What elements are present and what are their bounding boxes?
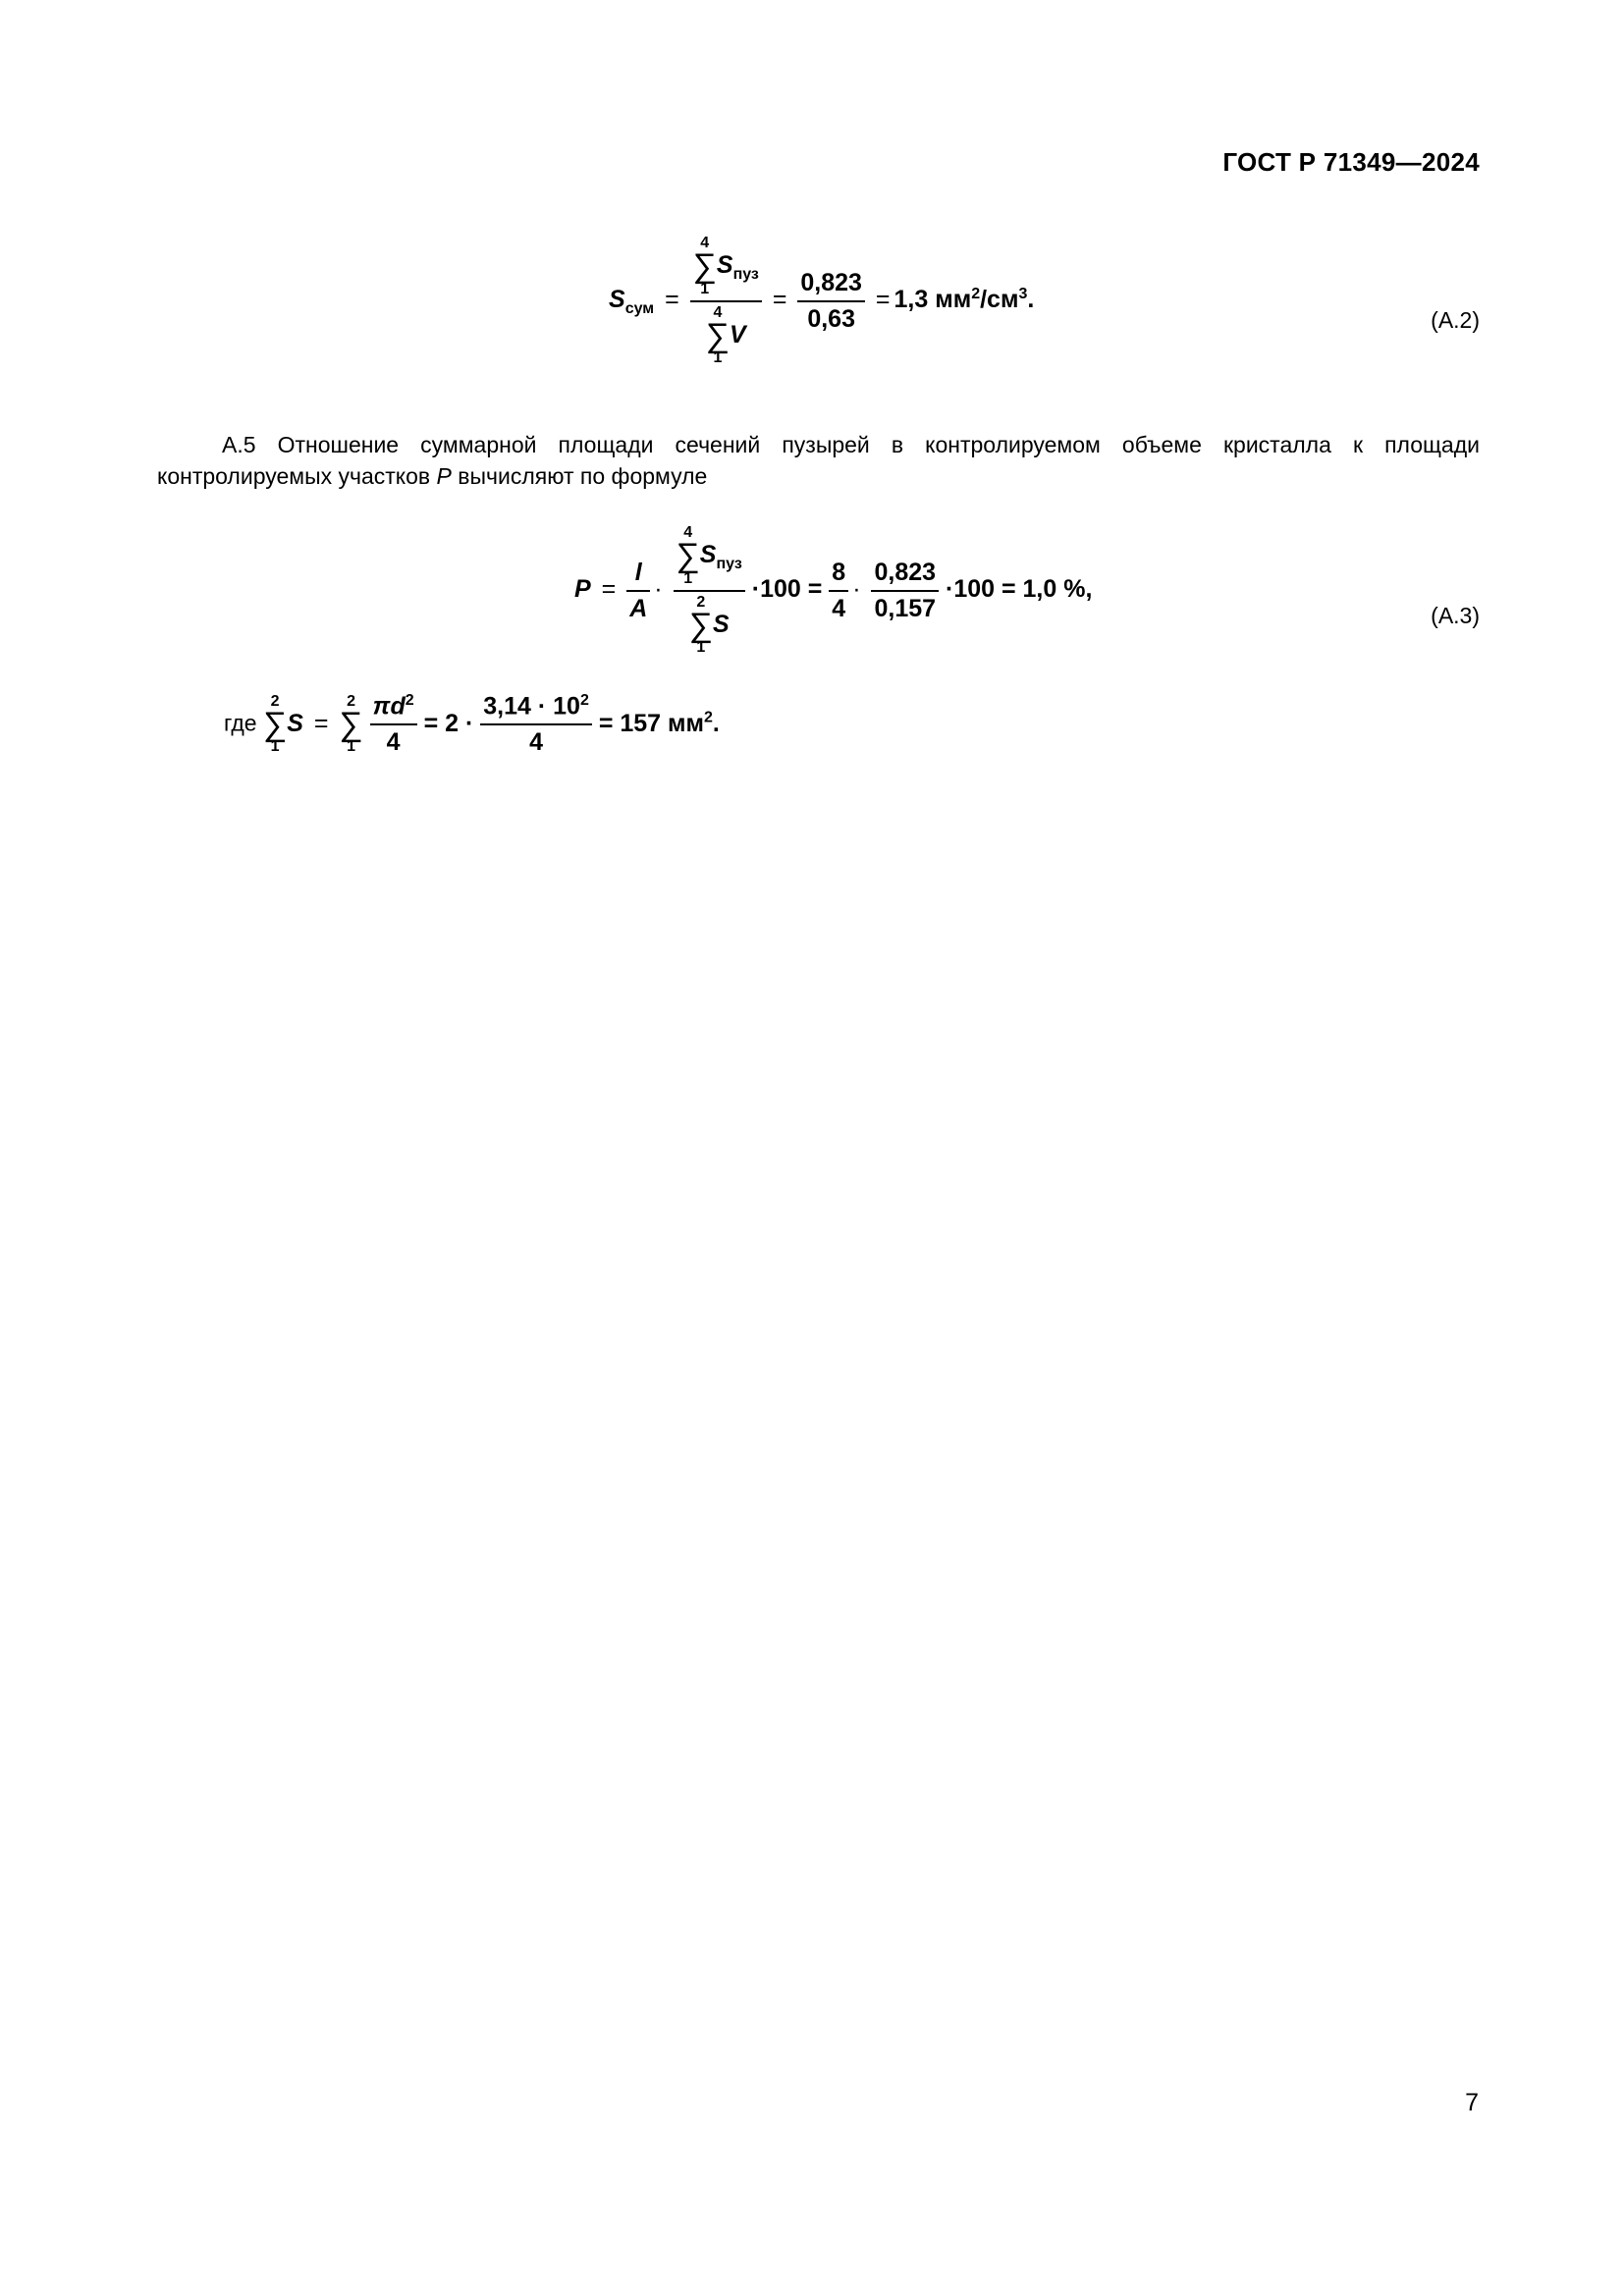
paragraph-a5: А.5 Отношение суммарной площади сечений пузырей в контролируемом объеме кристалла к площади контролируемых участков P вычисляют по формуле — [157, 432, 1480, 489]
fraction: 4 ∑ 1 $S_{пуз}$ 2 ∑ 1 S — [674, 525, 745, 656]
equation-label-a3: (А.3) — [1431, 603, 1480, 628]
formula-symbol: P — [574, 575, 591, 604]
where-clause: где 2 ∑ 1 S = 2 ∑ 1 $\frac{\pi d^2}{4}$ = 2 · $\frac{3,14 \cdot 10^2}{4}$ = 157 $мм^2$. — [224, 692, 720, 757]
fraction: 4 ∑ 1 $S_{пуз}$ 4 ∑ 1 V — [690, 236, 762, 366]
fraction-values: $\frac{0,823}{0,63}$ — [797, 269, 865, 334]
formula-result: = 157 мм — [598, 709, 705, 737]
formula-a2: $S_{сум}$ = 4 ∑ 1 $S_{пуз}$ 4 ∑ 1 V = $\frac{0,823}{0,63}$ = 1,3 $мм^2/см^3$. — [609, 235, 1035, 367]
formula-symbol: S — [609, 286, 625, 314]
formula-result: ·100 = 1,0 %, — [946, 575, 1093, 604]
page-number: 7 — [1465, 2089, 1479, 2116]
formula-subscript: сум — [624, 300, 655, 318]
document-id: ГОСТ Р 71349—2024 — [1222, 147, 1480, 177]
formula-a3: P = $\frac{l}{A}$ · 4 ∑ 1 $S_{пуз}$ 2 ∑ 1 S ·100 = $\frac{8}{4}$ · $\frac{0,823}{0,157}$ ·100 = 1,0 %, — [574, 524, 1093, 657]
equation-label-a2: (А.2) — [1431, 307, 1480, 333]
formula-result: 1,3 мм — [893, 286, 972, 314]
